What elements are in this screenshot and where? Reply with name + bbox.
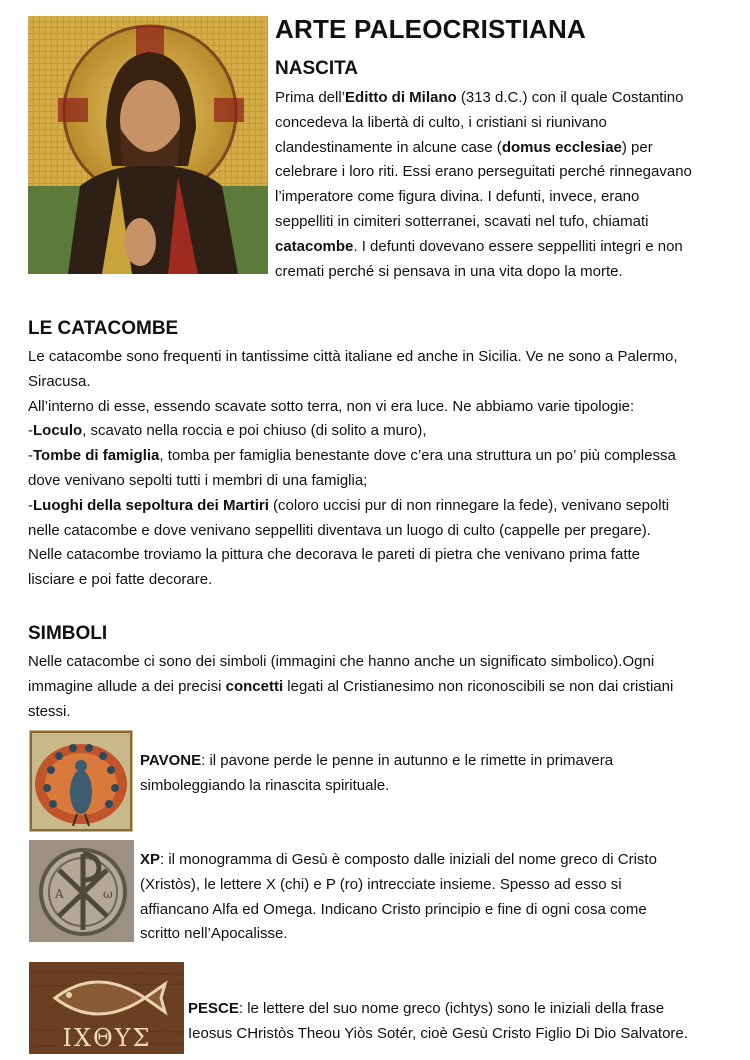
xp-paragraph: XP: il monogramma di Gesù è composto dalle iniziali del nome greco di Cristo (Xristòs), le lettere X (chi) e P (ro) intrecciate insieme. Spesso ad esso si affiancano Alfa ed Omega. Indicano Cristo principio e fine di ogni cosa come scritto nell’Apocalisse. [140, 851, 657, 943]
pavone-paragraph: PAVONE: il pavone perde le penne in autunno e le rimette in primavera simboleggiando la rinascita spirituale. [140, 752, 614, 794]
simboli-heading: SIMBOLI [28, 623, 108, 644]
chi-rho-relief-image [29, 840, 134, 942]
page-title: ARTE PALEOCRISTIANA [275, 14, 586, 44]
simboli-paragraph: Nelle catacombe ci sono dei simboli (immagini che hanno anche un significato simbolico).Ogni immagine allude a dei precisi concetti legati al Cristianesimo non riconoscibili se non dai cristiani stessi. [28, 653, 674, 720]
svg-text:A: A [55, 887, 64, 901]
catacombe-paragraph: Le catacombe sono frequenti in tantissime città italiane ed anche in Sicilia. Ve ne sono a Palermo, Siracusa. All’interno di esse, essendo scavate sotto terra, non vi era luce. Ne abbiamo varie tipologie: -Loculo, scavato nella roccia e poi chiuso (di solito a muro), -Tombe di famiglia, tomba per famiglia benestante dove c’era una struttura un po’ più complessa dove venivano sepolti tutti i membri di una famiglia; -Luoghi della sepoltura dei Martiri (coloro uccisi pur di non rinnegare la fede), venivano sepolti nelle catacombe e dove venivano seppelliti diventava un luogo di culto (cappelle per pregare). Nelle catacombe troviamo la pittura che decorava le pareti di pietra che venivano prima fatte lisciare e poi fatte decorare. [28, 348, 678, 589]
ichthys-carved-text: ΙΧΘΥΣ [62, 1024, 152, 1052]
svg-text:ω: ω [103, 887, 113, 901]
peacock-mosaic-image [29, 730, 133, 832]
nascita-heading: NASCITA [275, 58, 359, 79]
ichthys-wood-carving-image [29, 962, 184, 1054]
pesce-paragraph: PESCE: le lettere del suo nome greco (ichtys) sono le iniziali della frase Ieosus CHristòs Theou Yiòs Sotér, cioè Gesù Cristo Figlio Di Dio Salvatore. [188, 1000, 688, 1042]
catacombe-heading: LE CATACOMBE [28, 318, 179, 339]
nascita-paragraph: Prima dell’Editto di Milano (313 d.C.) con il quale Costantino concedeva la libertà di culto, i cristiani si riunivano clandestinamente in alcune case (domus ecclesiae) per celebrare i loro riti. Essi erano perseguitati perché rinnegavano l’imperatore come figura divina. I defunti, invece, erano seppelliti in cimiteri sotterranei, scavati nel tufo, chiamati catacombe. I defunti dovevano essere seppelliti integri e non cremati perché si pensava in una vita dopo la morte. [275, 89, 692, 280]
christ-mosaic-image [28, 16, 268, 274]
